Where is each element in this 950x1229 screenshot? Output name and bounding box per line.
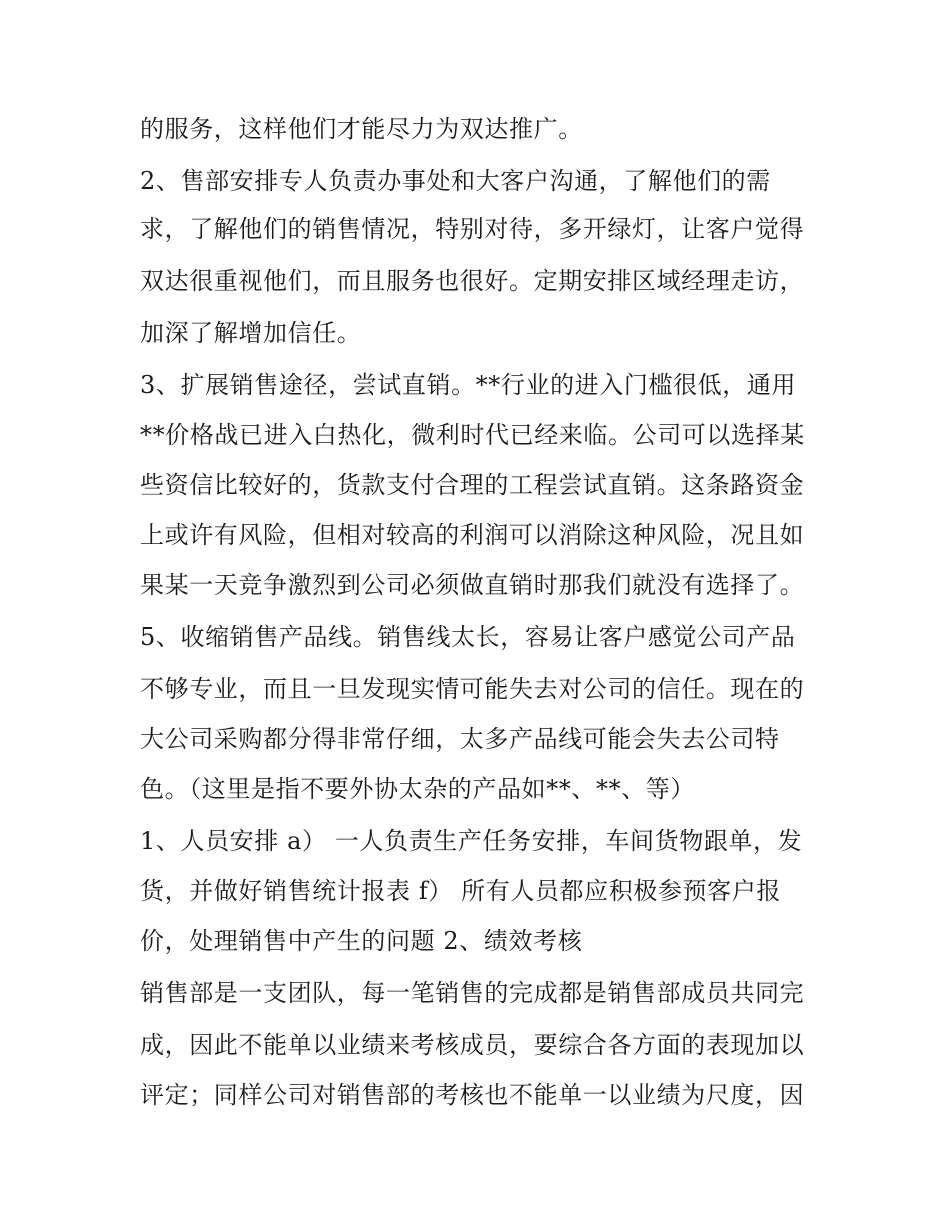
text-line: **价格战已进入白热化，微利时代已经来临。公司可以选择某: [140, 421, 805, 449]
text-line: 大公司采购都分得非常仔细，太多产品线可能会失去公司特: [140, 725, 780, 753]
text-line: 些资信比较好的，货款支付合理的工程尝试直销。这条路资金: [140, 471, 805, 499]
text-line: 双达很重视他们，而且服务也很好。定期安排区域经理走访，: [140, 267, 805, 295]
text-line: 1、人员安排 a） 一人负责生产任务安排，车间货物跟单，发: [140, 827, 803, 855]
text-line: 色。（这里是指不要外协太杂的产品如**、**、等）: [140, 775, 695, 803]
text-line: 价，处理销售中产生的问题 2、绩效考核: [140, 927, 583, 955]
text-line: 加深了解增加信任。: [140, 319, 362, 347]
text-line: 销售部是一支团队，每一笔销售的完成都是销售部成员共同完: [140, 979, 805, 1007]
text-line: 果某一天竞争激烈到公司必须做直销时那我们就没有选择了。: [140, 571, 805, 599]
text-line: 2、售部安排专人负责办事处和大客户沟通，了解他们的需: [140, 167, 771, 195]
text-line: 求，了解他们的销售情况，特别对待，多开绿灯，让客户觉得: [140, 215, 805, 243]
text-line: 3、扩展销售途径，尝试直销。**行业的进入门槛很低，通用: [140, 371, 797, 399]
text-line: 评定；同样公司对销售部的考核也不能单一以业绩为尺度，因: [140, 1081, 805, 1109]
text-line: 成，因此不能单以业绩来考核成员，要综合各方面的表现加以: [140, 1031, 805, 1059]
text-line: 上或许有风险，但相对较高的利润可以消除这种风险，况且如: [140, 521, 805, 549]
text-line: 5、收缩销售产品线。销售线太长，容易让客户感觉公司产品: [140, 623, 796, 651]
text-line: 的服务，这样他们才能尽力为双达推广。: [140, 115, 583, 143]
text-line: 不够专业，而且一旦发现实情可能失去对公司的信任。现在的: [140, 675, 805, 703]
text-line: 货，并做好销售统计报表 f） 所有人员都应积极参预客户报: [140, 877, 781, 905]
